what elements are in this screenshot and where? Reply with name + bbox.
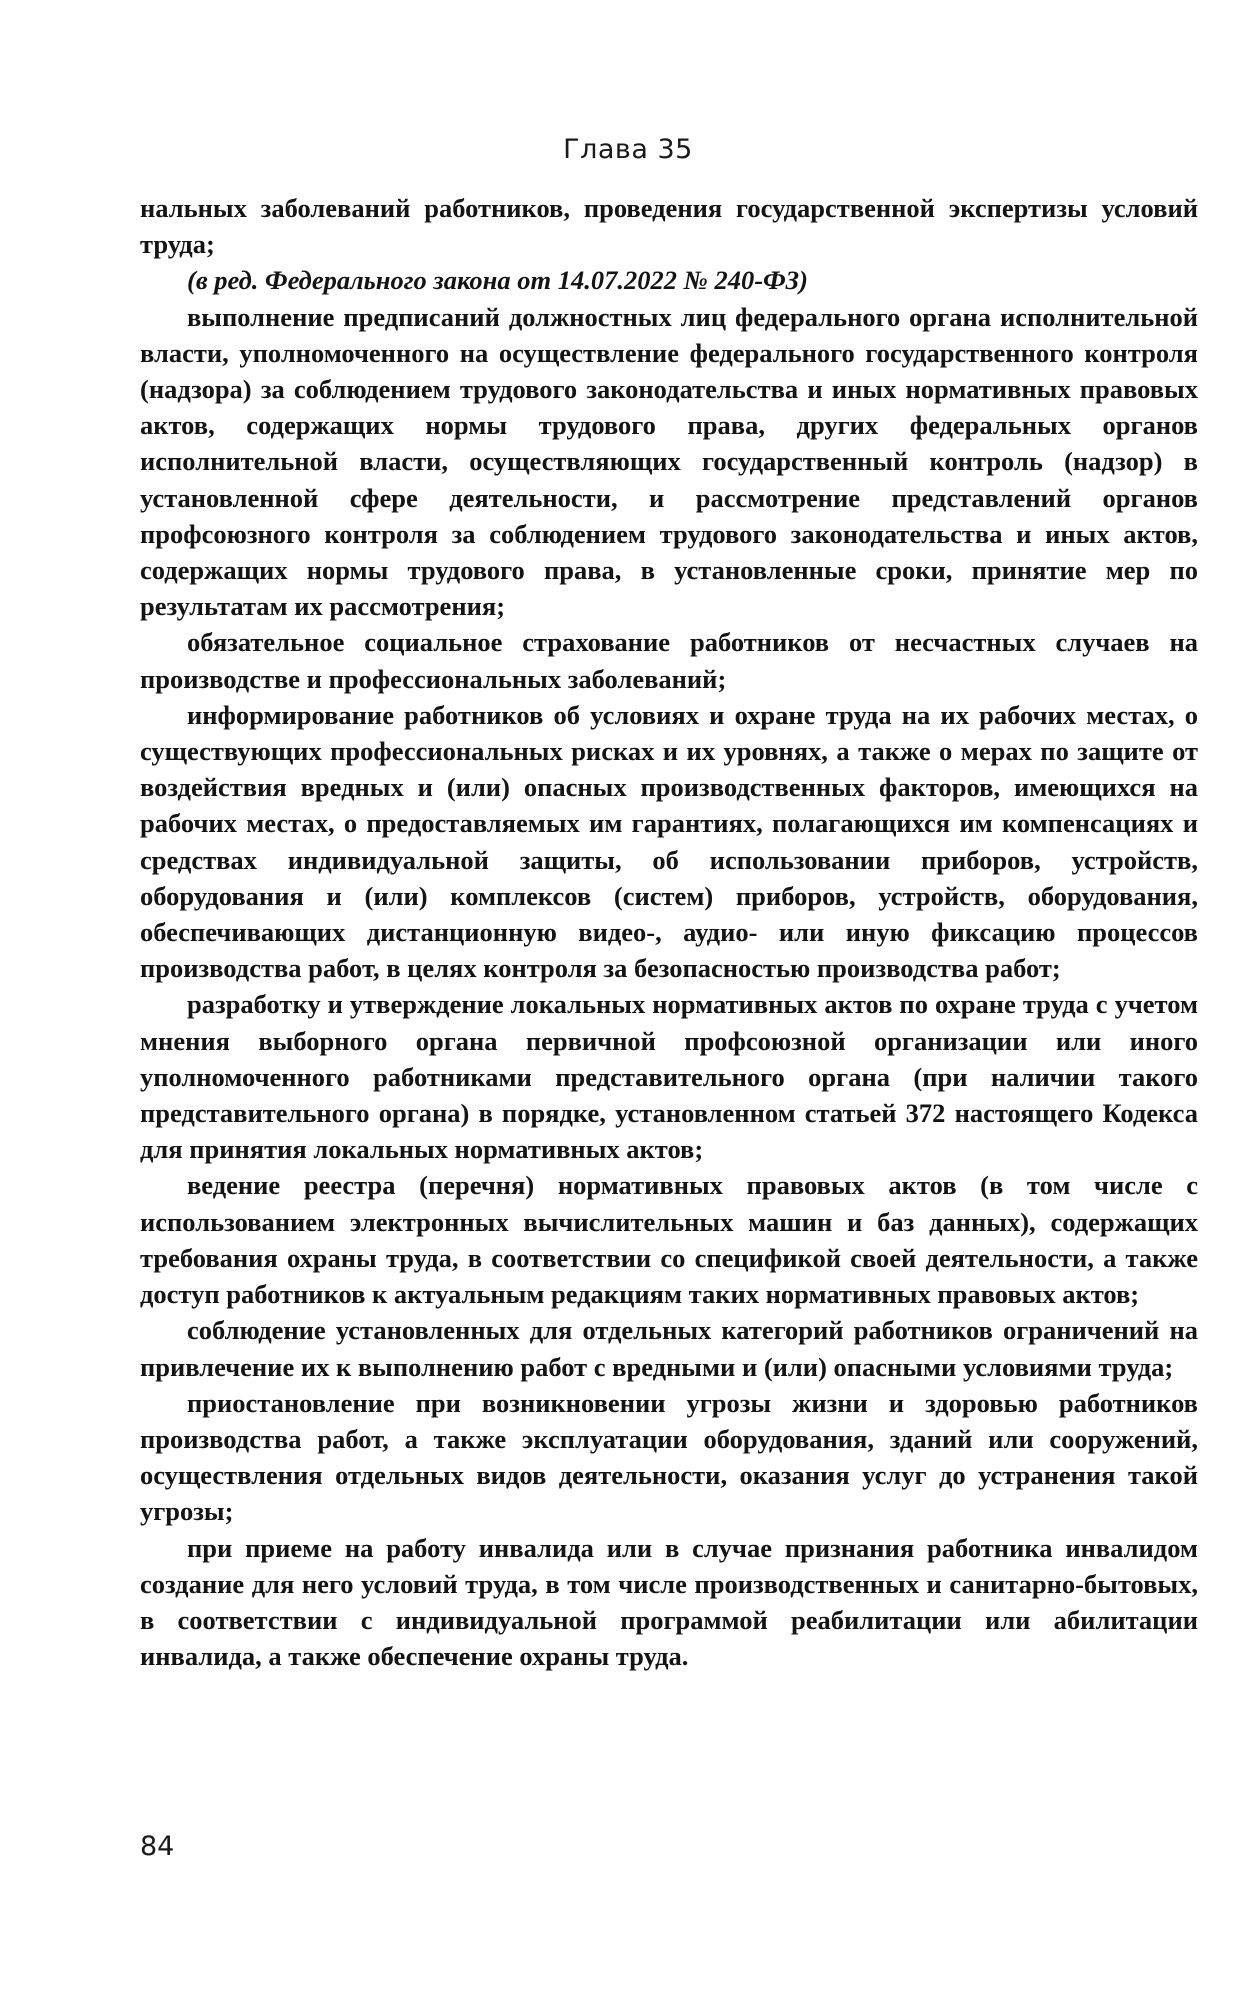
paragraph: ведение реестра (перечня) нормативных правовых актов (в том числе с использованием электронных вычислительных машин и баз данных), содержащих требования охраны труда, в соответствии со спецификой своей деятельности, а также доступ работников к актуальным редакциям таких нормативных правовых актов;	[140, 1170, 1198, 1310]
paragraph: информирование работников об условиях и охране труда на их рабочих местах, о существующих профессиональных рисках и их уровнях, а также о мерах по защите от воздействия вредных и (или) опасных производственных факторов, имеющихся на рабочих местах, о предоставляемых им гарантиях, полагающихся им компенсациях и средствах индивидуальной защиты, об использовании приборов, устройств, оборудования и (или) комплексов (систем) приборов, устройств, оборудования, обеспечивающих дистанционную видео-, аудио- или иную фиксацию процессов производства работ, в целях контроля за безопасностью производства работ;	[140, 699, 1198, 984]
paragraph: разработку и утверждение локальных нормативных актов по охране труда с учетом мнения выборного органа первичной профсоюзной организации или иного уполномоченного работниками представительного органа (при наличии такого представительного органа) в порядке, установленном статьей 372 настоящего Кодекса для принятия локальных нормативных актов;	[140, 989, 1198, 1165]
page-number: 84	[140, 1831, 175, 1862]
paragraph: выполнение предписаний должностных лиц федерального органа исполнительной власти, уполномоченного на осуществление федерального государственного контроля (надзора) за соблюдением трудового законодательства и иных нормативных правовых актов, содержащих нормы трудового права, других федеральных органов исполнительной власти, осуществляющих государственный контроль (надзор) в установленной сфере деятельности, и рассмотрение представлений органов профсоюзного контроля за соблюдением трудового законодательства и иных актов, содержащих нормы трудового права, в установленные сроки, принятие мер по результатам их рассмотрения;	[140, 301, 1198, 622]
chapter-header: Глава 35	[563, 134, 693, 165]
paragraph-continuation: нальных заболеваний работников, проведения государственной экспертизы условий труда;	[140, 193, 1198, 260]
page-body	[140, 190, 1198, 1674]
paragraph: приостановление при возникновении угрозы жизни и здоровью работников производства работ, а также эксплуатации оборудования, зданий или сооружений, осуществления отдельных видов деятельности, оказания услуг до устранения такой угрозы;	[140, 1387, 1198, 1527]
paragraph: обязательное социальное страхование работников от несчастных случаев на производстве и профессиональных заболеваний;	[140, 627, 1198, 694]
paragraph: при приеме на работу инвалида или в случае признания работника инвалидом создание для него условий труда, в том числе производственных и санитарно-бытовых, в соответствии с индивидуальной программой реабилитации или абилитации инвалида, а также обеспечение охраны труда.	[140, 1532, 1198, 1672]
amendment-note: (в ред. Федерального закона от 14.07.2022 № 240-ФЗ)	[187, 265, 808, 296]
paragraph: соблюдение установленных для отдельных категорий работников ограничений на привлечение их к выполнению работ с вредными и (или) опасными условиями труда;	[140, 1315, 1198, 1382]
